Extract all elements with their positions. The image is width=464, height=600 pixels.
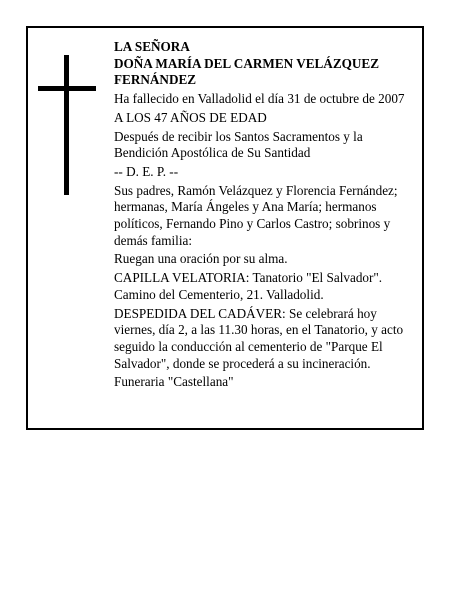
chapel-label: CAPILLA VELATORIA: (114, 270, 250, 286)
prayer-line: Ruegan una oración por su alma. (114, 251, 288, 267)
farewell-text: Se celebrará hoy viernes, día 2, a las 11.30 horas, en el Tanatorio, y acto seguido la conducción al cementerio de "Parque El Salvador", donde se procederá a su incineración. (114, 305, 404, 371)
chapel-line (114, 270, 420, 303)
death-line: Ha fallecido en Valladolid el día 31 de octubre de 2007 (114, 91, 405, 107)
cross-icon (64, 55, 69, 195)
funeral-home: Funeraria "Castellana" (114, 374, 234, 390)
chapel-text: Tanatorio "El Salvador". Camino del Cementerio, 21. Valladolid. (114, 270, 383, 302)
rip-line: -- D. E. P. -- (114, 163, 179, 179)
notice-text (114, 39, 420, 391)
sacraments-line: Después de recibir los Santos Sacramentos y la Bendición Apostólica de Su Santidad (114, 128, 363, 161)
family-line: Sus padres, Ramón Velázquez y Florencia Fernández; hermanas, María Ángeles y Ana María; hermanos políticos, Fernando Pino y Carlos Castro; sobrinos y demás familia: (114, 182, 398, 248)
notice-title: LA SEÑORA (114, 39, 190, 54)
farewell-label: DESPEDIDA DEL CADÁVER: (114, 305, 286, 321)
farewell-line (114, 306, 420, 373)
deceased-name: DOÑA MARÍA DEL CARMEN VELÁZQUEZ FERNÁNDEZ (114, 55, 380, 88)
age-line: A LOS 47 AÑOS DE EDAD (114, 109, 267, 125)
cross-icon-bar (38, 86, 96, 91)
